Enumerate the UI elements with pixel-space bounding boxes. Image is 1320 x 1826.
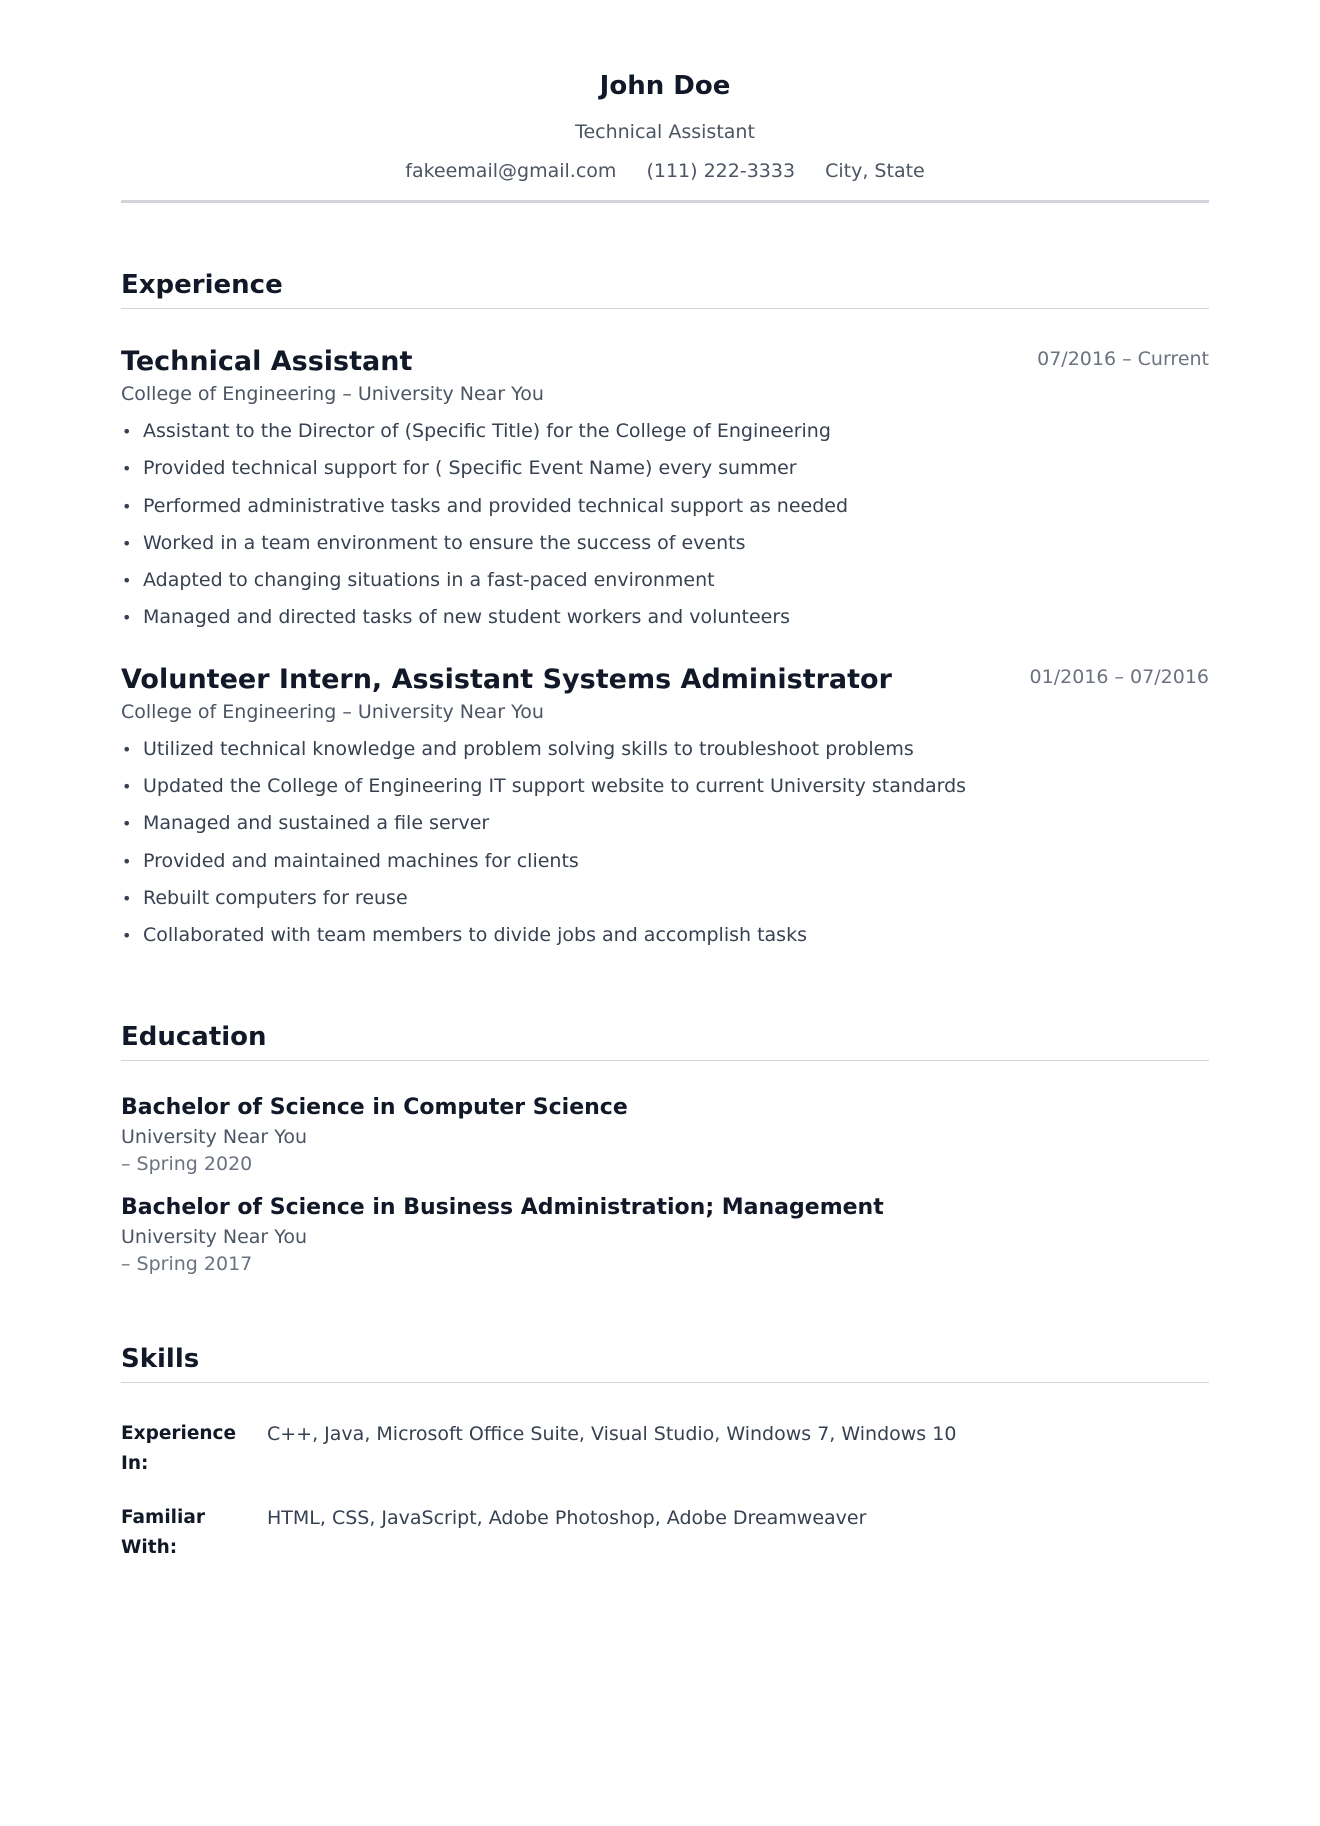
bullet-item	[121, 880, 1209, 917]
skills-heading	[121, 1339, 1209, 1383]
bullet-text: Utilized technical knowledge and problem solving skills to troubleshoot problems	[143, 737, 914, 760]
section-title-education: Education	[121, 1021, 267, 1052]
bullet-text: Assistant to the Director of (Specific Title) for the College of Engineering	[143, 420, 831, 442]
graduation-term: – Spring 2017	[121, 1252, 253, 1275]
candidate-role: Technical Assistant	[575, 121, 755, 143]
bullet-icon: •	[122, 422, 132, 441]
bullet-text: Managed and directed tasks of new student workers and volunteers	[143, 606, 791, 629]
bullet-item	[121, 731, 1209, 768]
section-divider	[121, 308, 1209, 309]
bullet-item	[121, 413, 1209, 450]
contact-info	[121, 152, 1209, 190]
job-organization: College of Engineering – University Near You	[121, 700, 544, 723]
bullet-item	[121, 768, 1209, 805]
bullet-item	[121, 917, 1209, 954]
bullet-icon: •	[122, 459, 132, 479]
section-divider	[121, 1382, 1209, 1383]
skills-list	[121, 1419, 1209, 1563]
bullet-item	[121, 562, 1209, 599]
experience-section	[121, 265, 1209, 955]
bullet-icon: •	[122, 496, 132, 516]
resume-header	[121, 0, 1209, 203]
bullet-item	[121, 599, 1209, 636]
degree-title: Bachelor of Science in Business Administration; Management	[121, 1194, 884, 1220]
header-divider	[121, 200, 1209, 203]
bullet-text: Updated the College of Engineering IT support website to current University standards	[143, 775, 967, 798]
section-title-skills: Skills	[121, 1343, 200, 1374]
bullet-text: Provided technical support for ( Specific Event Name) every summer	[143, 457, 797, 480]
bullet-icon: •	[122, 851, 132, 871]
education-heading	[121, 1017, 1209, 1061]
skill-value: HTML, CSS, JavaScript, Adobe Photoshop, Adobe Dreamweaver	[267, 1506, 867, 1529]
job-title: Technical Assistant	[121, 346, 413, 377]
bullet-icon: •	[122, 608, 132, 628]
bullet-icon: •	[122, 571, 132, 591]
bullet-text: Rebuilt computers for reuse	[143, 886, 408, 909]
job-bullets	[121, 731, 1209, 955]
bullet-text: Worked in a team environment to ensure the success of events	[143, 531, 746, 554]
bullet-item	[121, 488, 1209, 525]
bullet-text: Adapted to changing situations in a fast-paced environment	[143, 569, 715, 592]
job-bullets	[121, 413, 1209, 637]
section-title-experience: Experience	[121, 270, 283, 300]
bullet-text: Managed and sustained a file server	[143, 812, 490, 835]
school-name: University Near You	[121, 1125, 308, 1148]
bullet-text: Performed administrative tasks and provided technical support as needed	[143, 494, 849, 517]
education-section	[121, 1017, 1209, 1277]
job-date: 07/2016 – Current	[1037, 348, 1209, 370]
section-divider	[121, 1060, 1209, 1061]
job-entry	[121, 345, 1209, 637]
education-entry	[121, 1093, 1209, 1177]
skill-row	[121, 1419, 1209, 1479]
bullet-item	[121, 843, 1209, 880]
skill-label: Experience In:	[121, 1422, 237, 1474]
bullet-icon: •	[122, 814, 132, 834]
skills-section	[121, 1339, 1209, 1563]
job-date: 01/2016 – 07/2016	[1029, 665, 1209, 688]
job-entry	[121, 663, 1209, 955]
graduation-term: – Spring 2020	[121, 1152, 253, 1175]
contact-location: City, State	[825, 160, 925, 182]
job-title: Volunteer Intern, Assistant Systems Administrator	[121, 663, 892, 695]
bullet-item	[121, 805, 1209, 842]
degree-title: Bachelor of Science in Computer Science	[121, 1094, 628, 1120]
contact-phone: (111) 222-3333	[646, 160, 796, 182]
bullet-icon: •	[122, 739, 132, 759]
bullet-icon: •	[122, 777, 132, 797]
bullet-text: Provided and maintained machines for clients	[143, 849, 579, 872]
job-organization: College of Engineering – University Near You	[121, 383, 544, 405]
candidate-name: John Doe	[599, 71, 731, 101]
bullet-item	[121, 525, 1209, 562]
bullet-text: Collaborated with team members to divide jobs and accomplish tasks	[143, 924, 807, 947]
bullet-icon: •	[122, 533, 132, 553]
bullet-icon: •	[122, 888, 132, 908]
experience-heading	[121, 265, 1209, 309]
school-name: University Near You	[121, 1225, 308, 1248]
contact-email: fakeemail@gmail.com	[405, 160, 617, 182]
bullet-icon: •	[122, 926, 132, 946]
bullet-item	[121, 450, 1209, 487]
skill-label: Familiar With:	[121, 1506, 205, 1558]
skill-row	[121, 1503, 1209, 1563]
skill-value: C++, Java, Microsoft Office Suite, Visual Studio, Windows 7, Windows 10	[267, 1422, 957, 1445]
education-entry	[121, 1193, 1209, 1277]
resume-sheet	[121, 0, 1209, 1563]
